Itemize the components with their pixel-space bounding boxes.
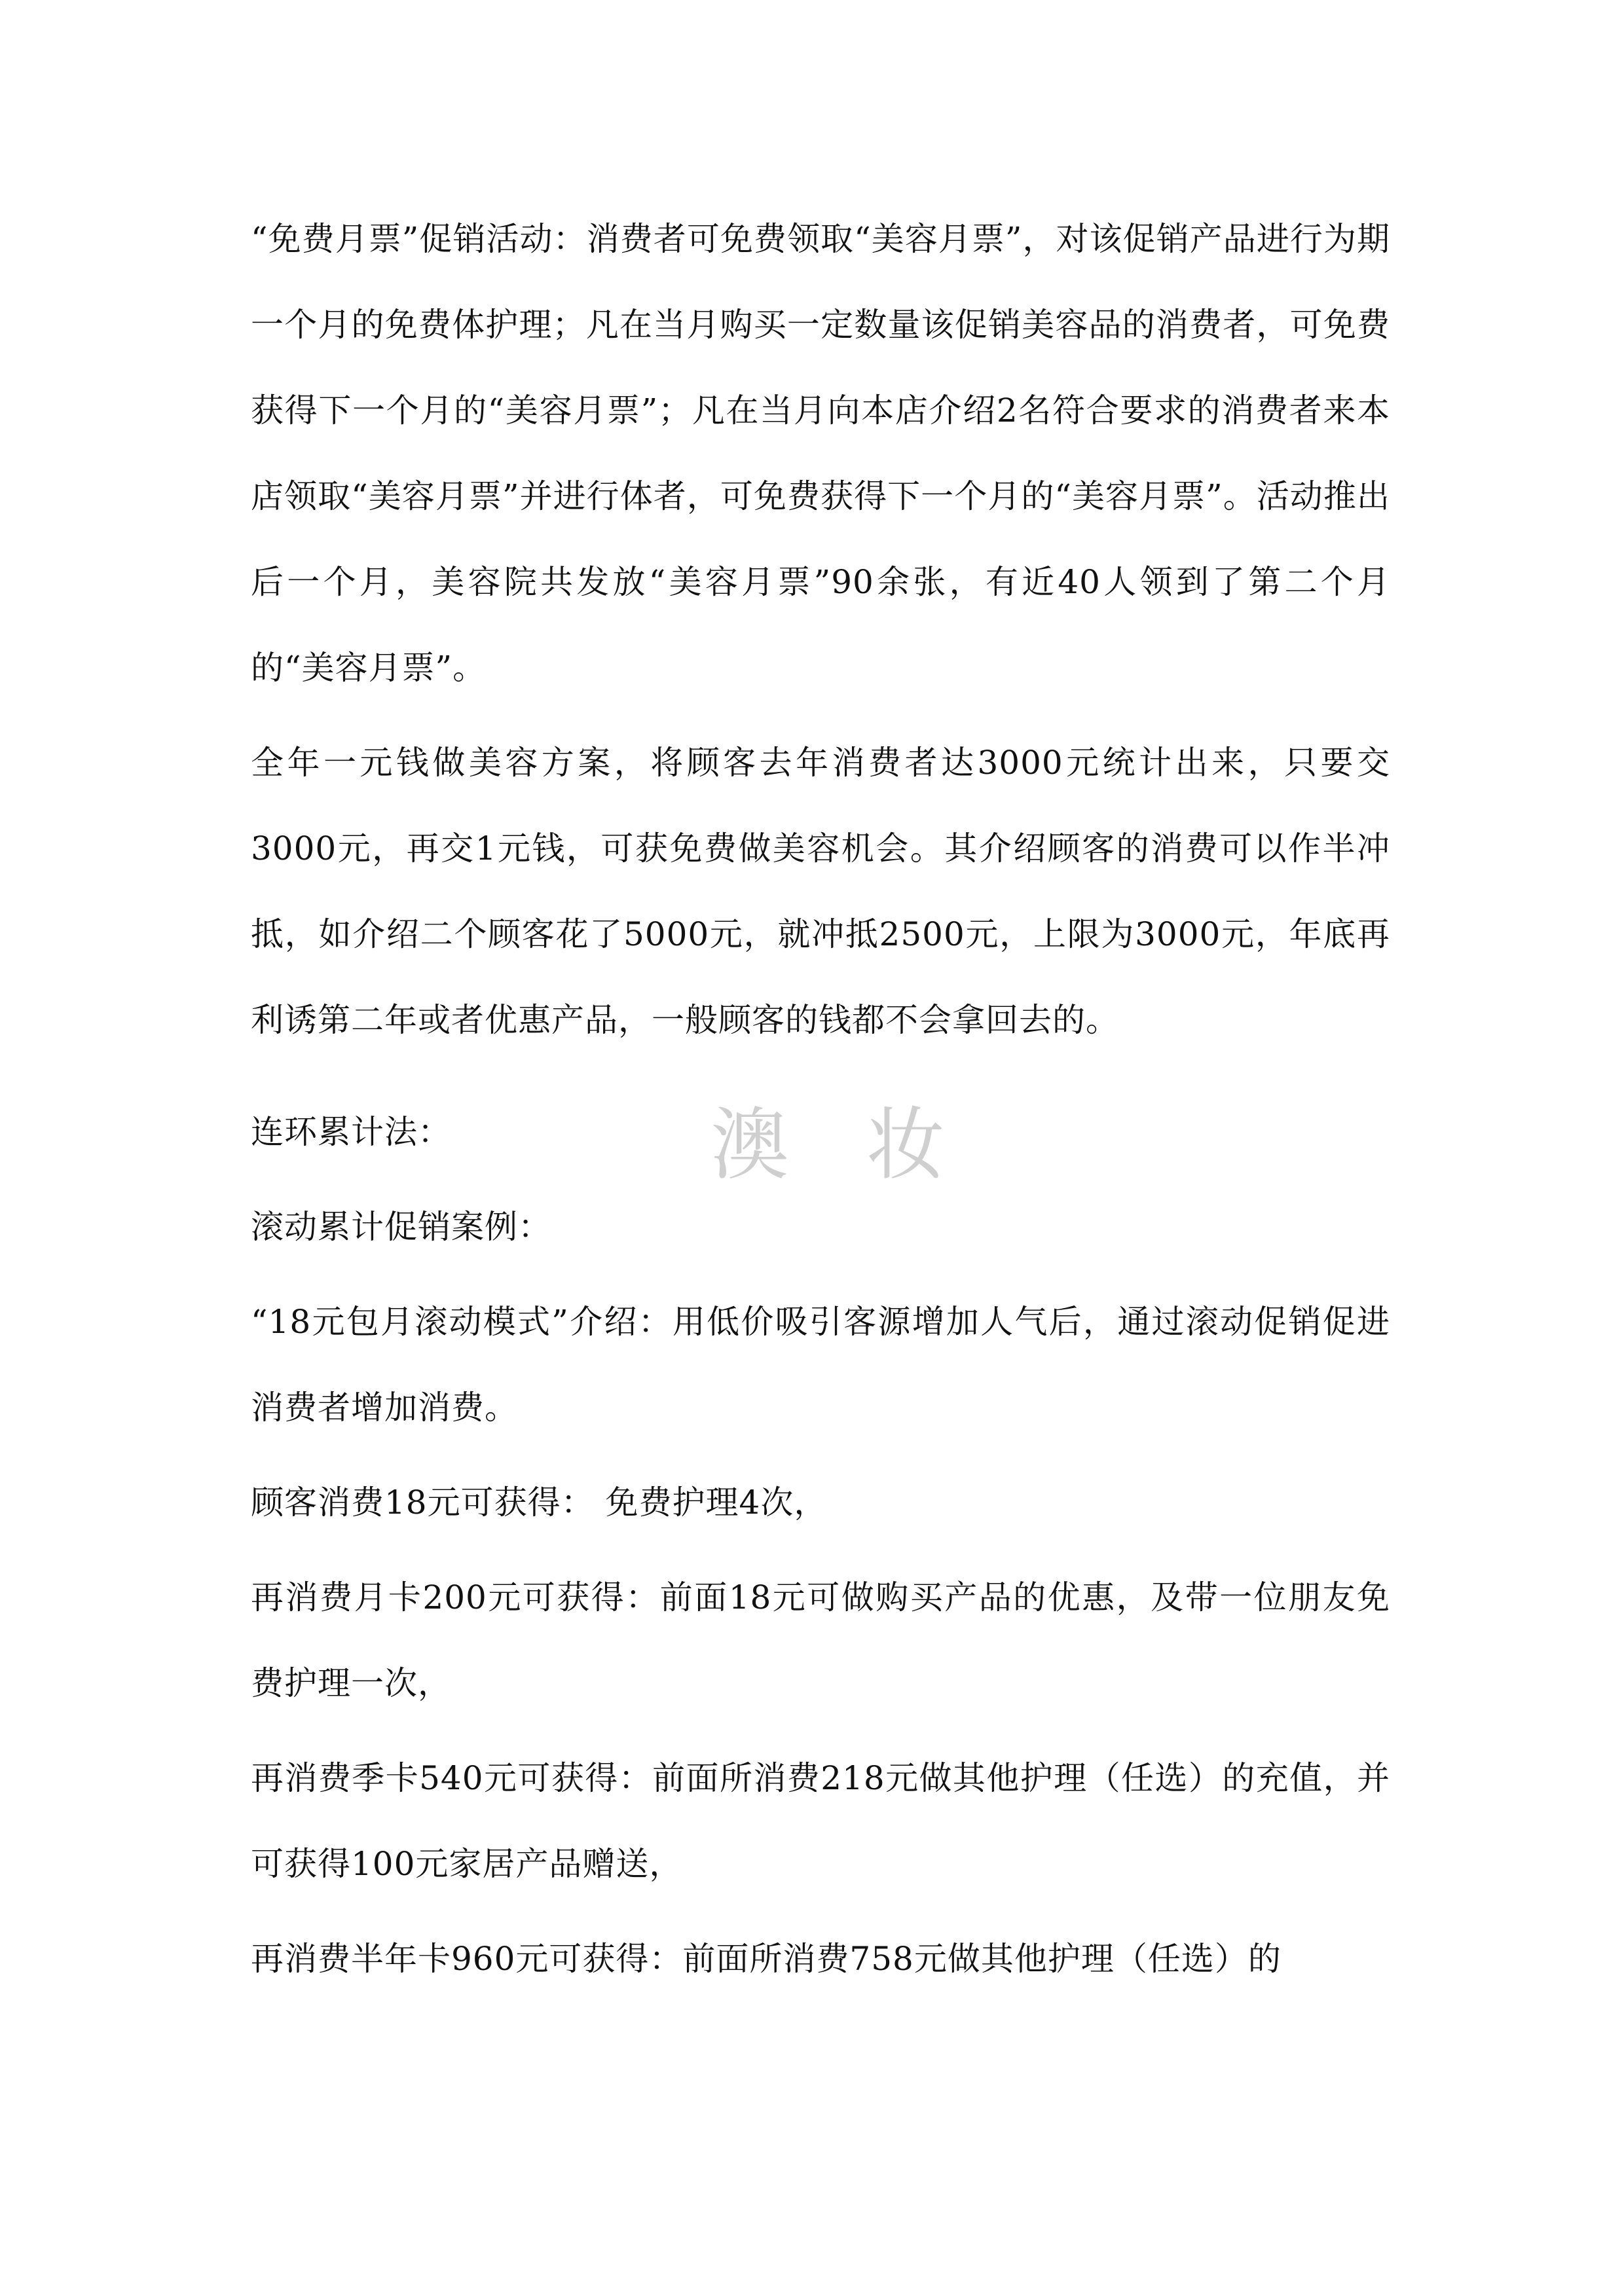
- paragraph-item-960: 再消费半年卡960元可获得：前面所消费758元做其他护理（任选）的: [251, 1940, 1282, 1978]
- paragraph-item-18: 顾客消费18元可获得： 免费护理4次，: [251, 1484, 828, 1522]
- paragraph-18-intro: “18元包月滚动模式”介绍：用低价吸引客源增加人气后，通过滚动促销促进消费者增加消费。: [251, 1303, 1390, 1427]
- document-page: [251, 196, 1390, 2002]
- paragraph-item-540: 再消费季卡540元可获得：前面所消费218元做其他护理（任选）的充值，并可获得100元家居产品赠送，: [251, 1759, 1390, 1883]
- paragraph-monthly-ticket: “免费月票”促销活动：消费者可免费领取“美容月票”，对该促销产品进行为期一个月的免费体护理；凡在当月购买一定数量该促销美容品的消费者，可免费获得下一个月的“美容月票”；凡在当月向本店介绍2名符合要求的消费者来本店领取“美容月票”并进行体者，可免费获得下一个月的“美容月票”。活动推出后一个月，美容院共发放“美容月票”90余张，有近40人领到了第二个月的“美容月票”。: [251, 220, 1390, 687]
- paragraph-one-yuan-plan: 全年一元钱做美容方案，将顾客去年消费者达3000元统计出来，只要交3000元，再交1元钱，可获免费做美容机会。其介绍顾客的消费可以作半冲抵，如介绍二个顾客花了5000元，就冲抵2500元，上限为3000元，年底再利诱第二年或者优惠产品，一般顾客的钱都不会拿回去的。: [251, 744, 1390, 1039]
- watermark-text: 澳 妆: [710, 1100, 972, 1191]
- heading-chain-method: 连环累计法：: [251, 1113, 451, 1151]
- paragraph-item-200: 再消费月卡200元可获得：前面18元可做购买产品的优惠，及带一位朋友免费护理一次，: [251, 1578, 1390, 1702]
- heading-rolling-case: 滚动累计促销案例：: [251, 1208, 551, 1246]
